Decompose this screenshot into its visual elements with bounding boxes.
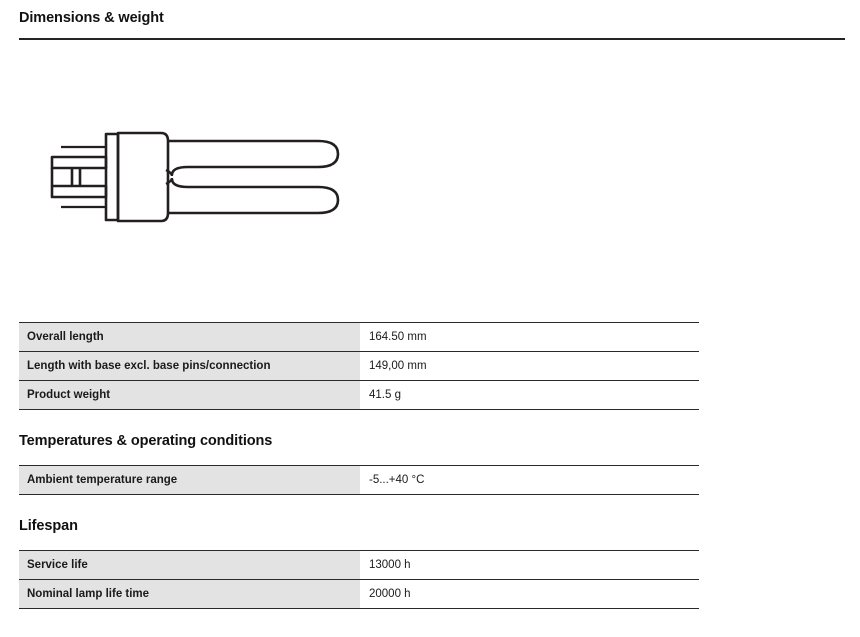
header-divider [19,38,845,40]
spec-value: 164.50 mm [360,323,699,352]
spec-label: Ambient temperature range [19,466,360,495]
table-row [19,381,699,410]
spec-value: 13000 h [360,551,699,580]
compact-fluorescent-lamp-icon [50,120,370,235]
spec-label: Service life [19,551,360,580]
table-row [19,352,699,381]
table-row [19,323,699,352]
table-row [19,580,699,609]
dimensions-section-header [19,8,845,40]
temperatures-spec-table [19,465,699,495]
table-row [19,466,699,495]
page-title: Dimensions & weight [19,10,164,26]
spec-value: -5...+40 °C [360,466,699,495]
spec-label: Overall length [19,323,360,352]
spec-label: Product weight [19,381,360,410]
dimensions-spec-table [19,322,699,410]
spec-value: 20000 h [360,580,699,609]
spec-value: 41.5 g [360,381,699,410]
temperatures-section-heading: Temperatures & operating conditions [19,433,273,449]
lifespan-section-heading: Lifespan [19,518,78,534]
table-row [19,551,699,580]
spec-label: Length with base excl. base pins/connection [19,352,360,381]
spec-value: 149,00 mm [360,352,699,381]
lifespan-spec-table [19,550,699,609]
spec-label: Nominal lamp life time [19,580,360,609]
lamp-illustration [50,120,370,235]
